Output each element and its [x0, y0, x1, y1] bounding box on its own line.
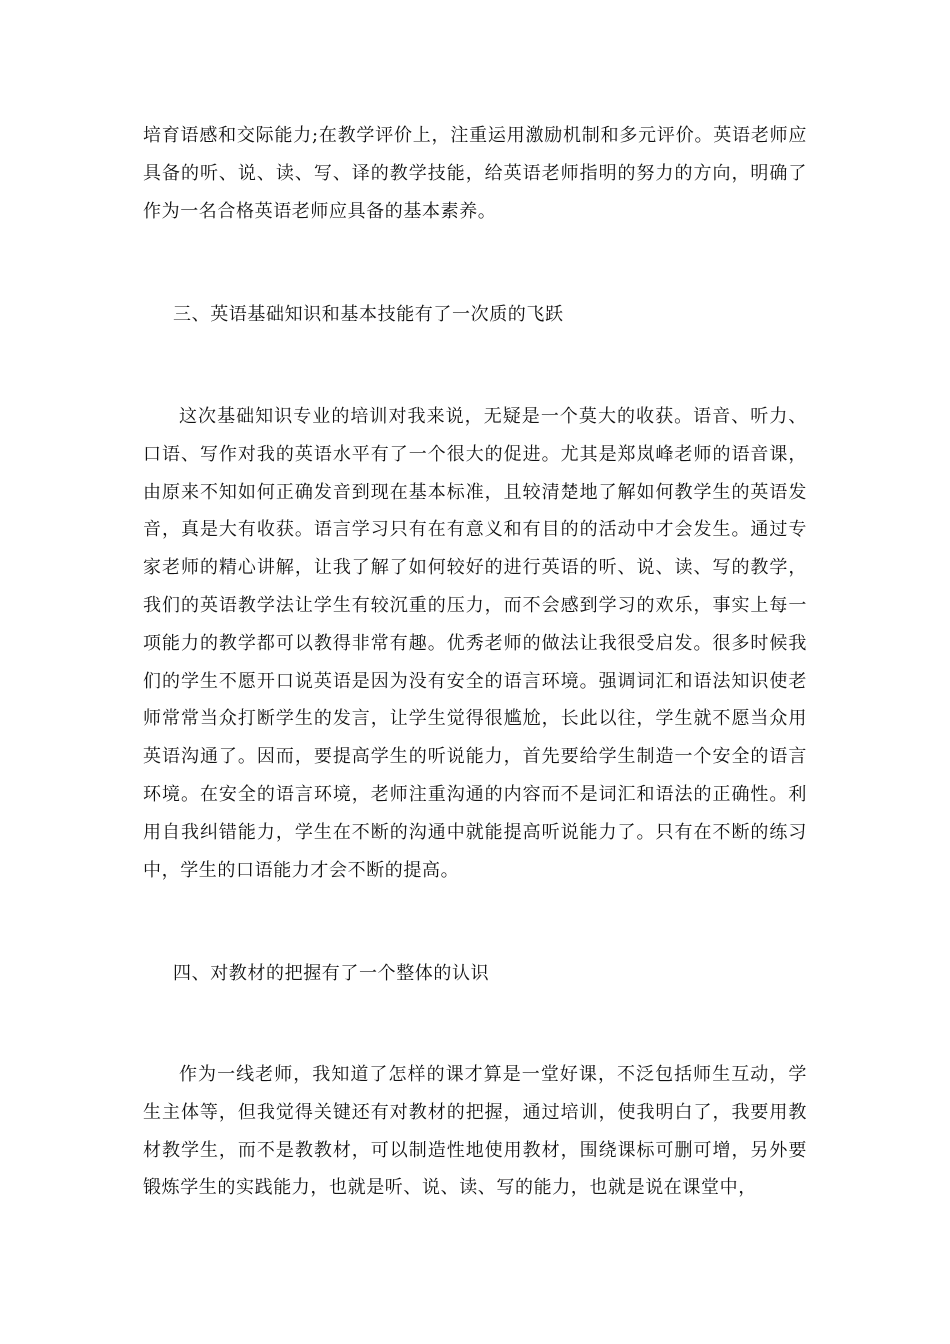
section-heading-4: 四、对教材的把握有了一个整体的认识: [173, 963, 490, 984]
paragraph-continued: 培育语感和交际能力;在教学评价上，注重运用激励机制和多元评价。英语老师应具备的听、说、读、写、译的教学技能，给英语老师指明的努力的方向，明确了作为一名合格英语老师应具备的基本素养。: [143, 125, 807, 222]
paragraph-section-4: 作为一线老师，我知道了怎样的课才算是一堂好课，不泛包括师生互动，学生主体等，但我觉得关键还有对教材的把握，通过培训，使我明白了，我要用教材教学生，而不是教教材，可以制造性地使用教材，围绕课标可删可增，另外要锻炼学生的实践能力，也就是听、说、读、写的能力，也就是说在课堂中，: [143, 1064, 807, 1199]
paragraph-section-3: 这次基础知识专业的培训对我来说，无疑是一个莫大的收获。语音、听力、口语、写作对我的英语水平有了一个很大的促进。尤其是郑岚峰老师的语音课，由原来不知如何正确发音到现在基本标准，且较清楚地了解如何教学生的英语发音，真是大有收获。语言学习只有在有意义和有目的的活动中才会发生。通过专家老师的精心讲解，让我了解了如何较好的进行英语的听、说、读、写的教学，我们的英语教学法让学生有较沉重的压力，而不会感到学习的欢乐，事实上每一项能力的教学都可以教得非常有趣。优秀老师的做法让我很受启发。很多时候我们的学生不愿开口说英语是因为没有安全的语言环境。强调词汇和语法知识使老师常常当众打断学生的发言，让学生觉得很尴尬，长此以往，学生就不愿当众用英语沟通了。因而，要提高学生的听说能力，首先要给学生制造一个安全的语言环境。在安全的语言环境，老师注重沟通的内容而不是词汇和语法的正确性。利用自我纠错能力，学生在不断的沟通中就能提高听说能力了。只有在不断的练习中，学生的口语能力才会不断的提高。: [143, 406, 807, 881]
section-heading-3: 三、英语基础知识和基本技能有了一次质的飞跃: [173, 304, 564, 325]
